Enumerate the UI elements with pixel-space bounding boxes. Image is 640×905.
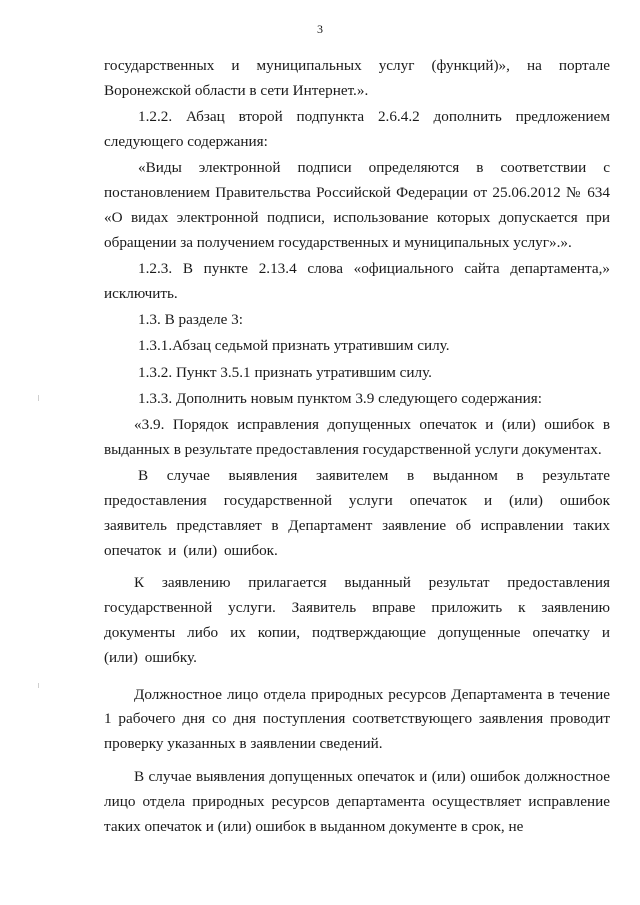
document-body xyxy=(104,54,610,841)
paragraph-item-1-2-2: 1.2.2. Абзац второй подпункта 2.6.4.2 дополнить предложением следующего содержания: xyxy=(104,108,610,150)
paragraph-item-3-9: «3.9. Порядок исправления допущенных опечаток и (или) ошибок в выданных в результате предоставления государственной услуги документах. xyxy=(104,416,610,458)
paragraph-continuation: государственных и муниципальных услуг (функций)», на портале Воронежской области в сети Интернет.». xyxy=(104,57,610,99)
paragraph-quote-signature: «Виды электронной подписи определяются в соответствии с постановлением Правительства Российской Федерации от 25.06.2012 № 634 «О видах электронной подписи, использование которых допускается при обращении за получением государственных и муниципальных услуг».». xyxy=(104,159,610,251)
paragraph-attachment: К заявлению прилагается выданный результат предоставления государственной услуги. Заявитель вправе приложить к заявлению документы либо их копии, подтверждающие допущенные опечатку и (или) ошибку. xyxy=(104,574,610,666)
paragraph-official-check: Должностное лицо отдела природных ресурсов Департамента в течение 1 рабочего дня со дня поступления соответствующего заявления проводит проверку указанных в заявлении сведений. xyxy=(104,685,610,753)
page-number: 3 xyxy=(317,22,323,36)
paragraph-correction: В случае выявления допущенных опечаток и (или) ошибок должностное лицо отдела природных ресурсов департамента осуществляет исправление таких опечаток и (или) ошибок в выданном документе в срок, не xyxy=(104,768,610,835)
paragraph-item-1-2-3: 1.2.3. В пункте 2.13.4 слова «официального сайта департамента,» исключить. xyxy=(104,259,610,302)
margin-mark xyxy=(38,683,39,688)
margin-mark xyxy=(38,395,39,401)
paragraph-item-1-3: 1.3. В разделе 3: xyxy=(138,310,243,328)
paragraph-applicant-errors: В случае выявления заявителем в выданном в результате предоставления государственной услуги опечаток и (или) ошибок заявитель представляет в Департамент заявление об исправлении таких опечаток и (или) ошибок. xyxy=(104,467,610,559)
paragraph-item-1-3-1: 1.3.1.Абзац седьмой признать утратившим силу. xyxy=(138,337,450,355)
paragraph-item-1-3-3: 1.3.3. Дополнить новым пунктом 3.9 следующего содержания: xyxy=(138,389,542,407)
paragraph-item-1-3-2: 1.3.2. Пункт 3.5.1 признать утратившим силу. xyxy=(138,363,432,381)
